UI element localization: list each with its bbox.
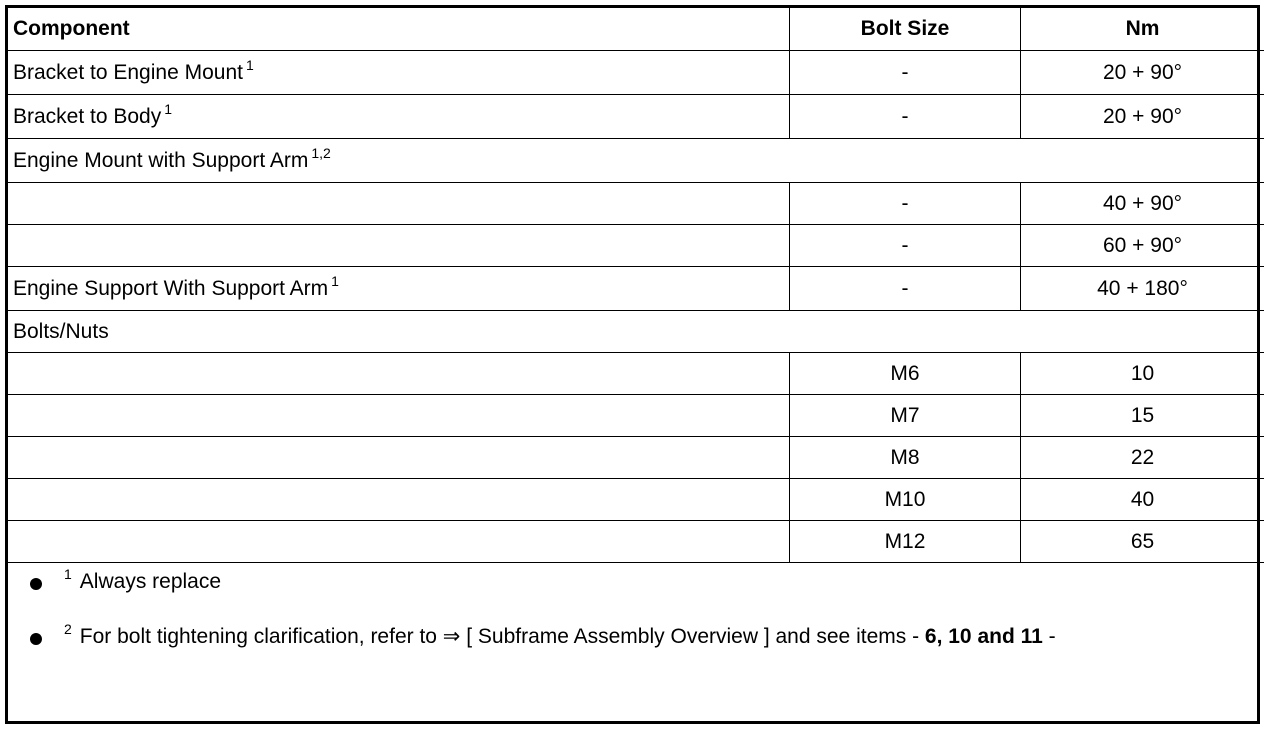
torque-cell: 40 + 90°: [1021, 183, 1265, 225]
footnote-items-ref: 6, 10 and 11: [924, 625, 1043, 648]
section-cell: [8, 311, 1264, 353]
bolt-size-cell: -: [790, 95, 1021, 139]
footnote-item: [8, 621, 1257, 679]
bolt-size-cell: M8: [790, 437, 1021, 479]
table-row: [8, 51, 1264, 95]
component-cell: [8, 521, 790, 563]
footnotes: [8, 563, 1257, 679]
component-cell: [8, 353, 790, 395]
torque-spec-table: [8, 8, 1264, 563]
component-label: Bolts/Nuts: [13, 319, 109, 343]
footnote-ref: 1: [245, 56, 254, 73]
table-row: [8, 437, 1264, 479]
torque-cell: 40: [1021, 479, 1265, 521]
footnote-body: For bolt tightening clarification, refer to ⇒ [ Subframe Assembly Overview ] and see items -: [79, 625, 925, 648]
header-nm: Nm: [1021, 8, 1265, 51]
component-cell: [8, 267, 790, 311]
bullet-icon: [30, 578, 42, 590]
bolt-size-cell: -: [790, 225, 1021, 267]
table-row: [8, 521, 1264, 563]
torque-cell: 22: [1021, 437, 1265, 479]
table-row: [8, 139, 1264, 183]
component-label: Engine Support With Support Arm: [13, 276, 329, 300]
torque-cell: 20 + 90°: [1021, 51, 1265, 95]
table-row: [8, 479, 1264, 521]
component-cell: [8, 51, 790, 95]
torque-cell: 10: [1021, 353, 1265, 395]
footnote-text: [64, 566, 222, 596]
component-cell: [8, 395, 790, 437]
component-label: Bracket to Engine Mount: [13, 60, 243, 84]
bolt-size-cell: M10: [790, 479, 1021, 521]
section-cell: [8, 139, 1264, 183]
footnote-number: 1: [64, 566, 72, 582]
footnote-ref: 1: [164, 100, 173, 117]
table-row: [8, 311, 1264, 353]
table-row: [8, 225, 1264, 267]
bolt-size-cell: -: [790, 51, 1021, 95]
component-cell: [8, 437, 790, 479]
table-row: [8, 267, 1264, 311]
table-body: [8, 51, 1264, 563]
bolt-size-cell: -: [790, 183, 1021, 225]
bolt-size-cell: M12: [790, 521, 1021, 563]
table-row: [8, 395, 1264, 437]
torque-cell: 40 + 180°: [1021, 267, 1265, 311]
bolt-size-cell: M7: [790, 395, 1021, 437]
footnote-item: [8, 566, 1257, 624]
component-label: Bracket to Body: [13, 104, 162, 128]
footnote-text: [64, 621, 1056, 651]
component-cell: [8, 225, 790, 267]
footnote-body: Always replace: [79, 570, 222, 593]
torque-cell: 60 + 90°: [1021, 225, 1265, 267]
torque-cell: 15: [1021, 395, 1265, 437]
table-row: [8, 95, 1264, 139]
bullet-icon: [30, 633, 42, 645]
header-bolt-size: Bolt Size: [790, 8, 1021, 51]
footnote-number: 2: [64, 621, 72, 637]
table-header-row: [8, 8, 1264, 51]
header-component: Component: [8, 8, 790, 51]
component-label: Engine Mount with Support Arm: [13, 148, 309, 172]
bolt-size-cell: M6: [790, 353, 1021, 395]
torque-cell: 20 + 90°: [1021, 95, 1265, 139]
bolt-size-cell: -: [790, 267, 1021, 311]
table-row: [8, 353, 1264, 395]
torque-cell: 65: [1021, 521, 1265, 563]
component-cell: [8, 183, 790, 225]
footnote-ref: 1: [331, 272, 339, 289]
component-cell: [8, 479, 790, 521]
table-row: [8, 183, 1264, 225]
footnote-ref: 1,2: [311, 144, 331, 161]
footnote-tail: -: [1042, 625, 1056, 648]
component-cell: [8, 95, 790, 139]
torque-spec-frame: [5, 5, 1260, 724]
